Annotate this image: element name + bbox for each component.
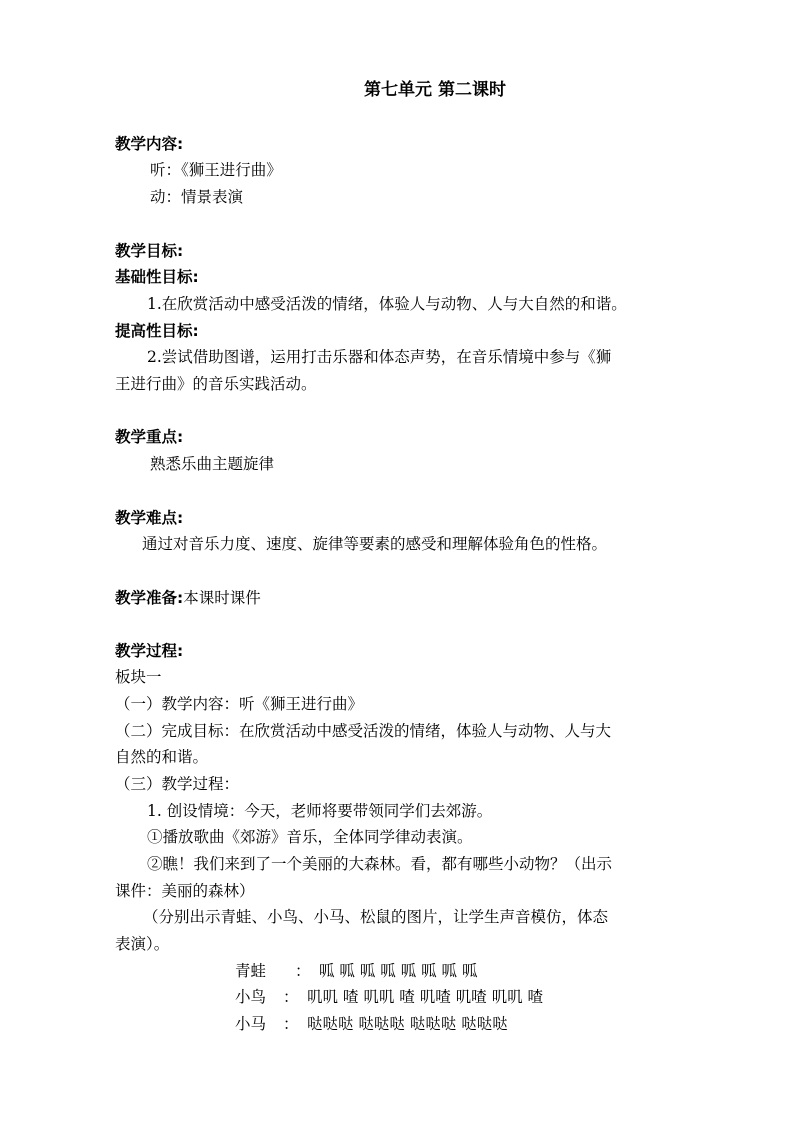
animal-name: 青蛙 [235,962,267,980]
animal-colon: ： [283,988,299,1006]
content-heading: 教学内容: [115,135,184,153]
preparation-line [115,587,261,609]
animal-name: 小鸟 [235,988,267,1006]
process-step-1b-line-1: ②瞧！我们来到了一个美丽的大森林。看，都有哪些小动物？（出示 [147,855,613,873]
document-title: 第七单元 第二课时 [364,80,506,100]
animal-colon: ： [295,962,311,980]
process-step-1c-line-2: 表演）。 [115,935,170,953]
basic-objective-heading: 基础性目标: [115,268,199,286]
sound-row-frog [235,960,478,982]
objectives-heading: 教学目标: [115,242,184,260]
difficulties-text: 通过对音乐力度、速度、旋律等要素的感受和理解体验角色的性格。 [142,535,608,553]
animal-sound: 叽叽 喳 叽叽 喳 叽喳 叽喳 叽叽 喳 [307,988,543,1006]
key-points-text: 熟悉乐曲主题旋律 [150,455,275,473]
difficulties-heading: 教学难点: [115,509,184,527]
advanced-objective-text-2: 王进行曲》的音乐实践活动。 [115,375,317,393]
process-block: 板块一 [115,668,162,686]
animal-name: 小马 [235,1015,267,1033]
process-step-1a: ①播放歌曲《郊游》音乐，全体同学律动表演。 [147,828,473,846]
sound-row-bird [235,986,543,1008]
process-heading: 教学过程: [115,642,184,660]
key-points-heading: 教学重点: [115,428,184,446]
preparation-text: 本课时课件 [183,589,261,607]
process-item-2-line-1: （二）完成目标：在欣赏活动中感受活泼的情绪，体验人与动物、人与大 [115,722,612,740]
sound-row-horse [235,1013,508,1035]
process-item-1: （一）教学内容：听《狮王进行曲》 [115,695,364,713]
advanced-objective-heading: 提高性目标: [115,322,199,340]
animal-colon: ： [283,1015,299,1033]
content-move: 动：情景表演 [150,188,244,206]
preparation-heading: 教学准备: [115,589,184,607]
process-step-1: 1. 创设情境：今天，老师将要带领同学们去郊游。 [147,802,493,820]
process-item-3: （三）教学过程： [115,775,240,793]
basic-objective-text: 1.在欣赏活动中感受活泼的情绪，体验人与动物、人与大自然的和谐。 [147,295,627,313]
animal-sound: 哒哒哒 哒哒哒 哒哒哒 哒哒哒 [307,1015,508,1033]
process-item-2-line-2: 自然的和谐。 [115,748,209,766]
process-step-1b-line-2: 课件：美丽的森林） [115,882,255,900]
animal-sound: 呱 呱 呱 呱 呱 呱 呱 呱 [319,962,478,980]
advanced-objective-text-1: 2.尝试借助图谱，运用打击乐器和体态声势，在音乐情境中参与《狮 [147,348,612,366]
process-step-1c-line-1: （分别出示青蛙、小鸟、小马、松鼠的图片，让学生声音模仿，体态 [143,908,609,926]
content-listen: 听：《狮王进行曲》 [150,161,282,179]
